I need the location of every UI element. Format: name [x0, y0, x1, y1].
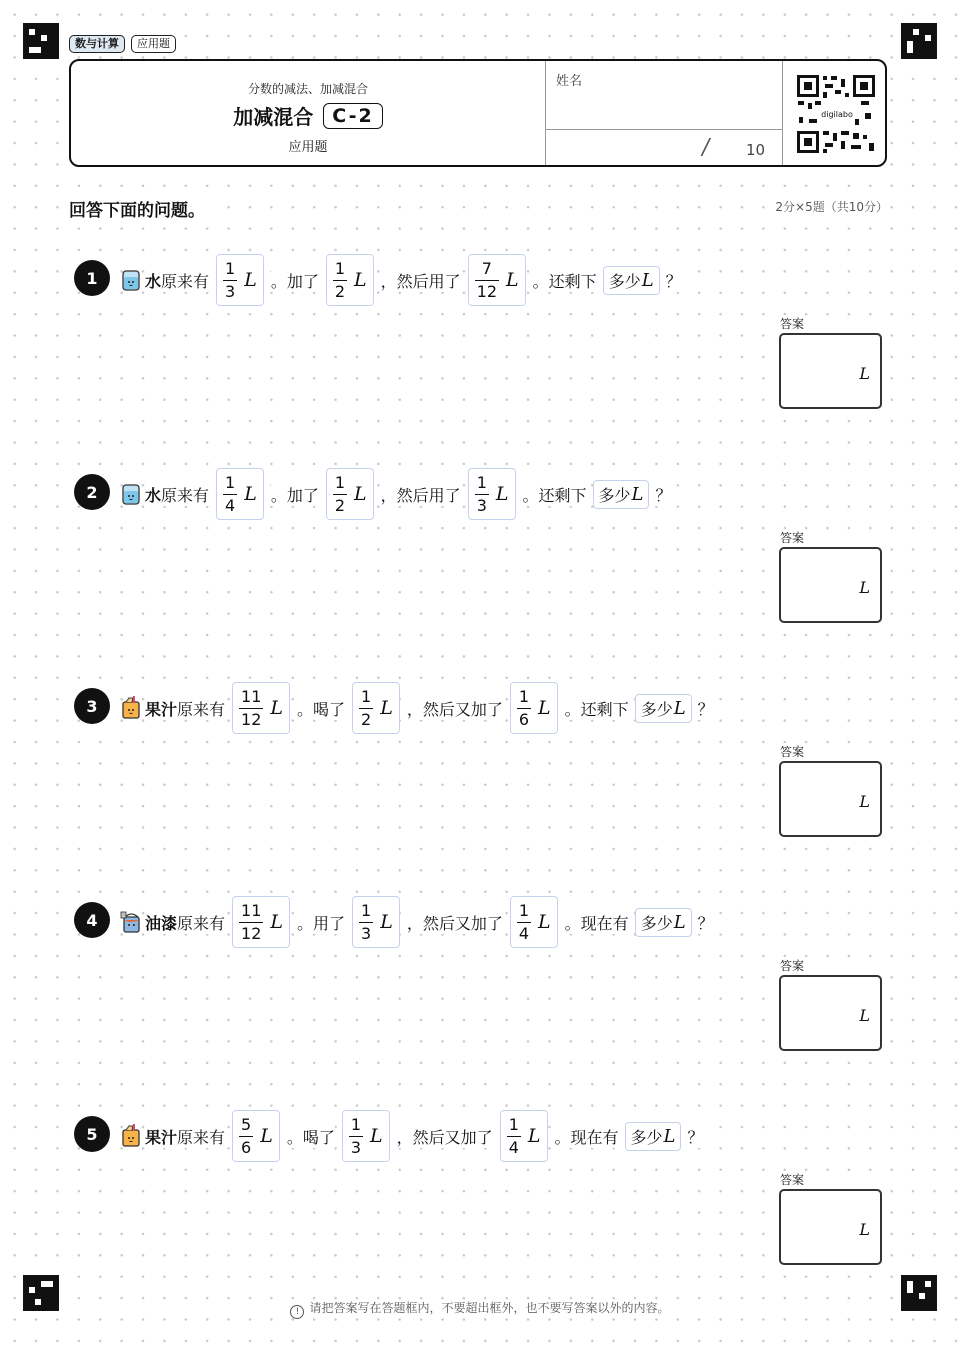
- unit: L: [380, 911, 393, 933]
- points-note: 2分×5题（共10分）: [775, 200, 888, 214]
- question-text: [120, 464, 672, 524]
- answer-label: 答案: [780, 317, 805, 331]
- denominator: 4: [225, 495, 236, 515]
- water-glass-icon: [120, 268, 142, 292]
- text-verb-1: 。加了: [271, 483, 319, 506]
- text-had: 原来有: [161, 269, 209, 292]
- answer-box-2[interactable]: [779, 547, 882, 623]
- unit: L: [631, 483, 644, 505]
- numerator: 11: [241, 686, 262, 706]
- footer-note: [0, 1299, 960, 1319]
- fraction-1: [232, 896, 290, 948]
- denominator: 2: [334, 281, 346, 301]
- unit: L: [673, 697, 686, 719]
- denominator: 3: [476, 495, 487, 515]
- text-verb-3: 。还剩下: [565, 697, 629, 720]
- worksheet-kind: 应用题: [288, 140, 328, 155]
- unit: L: [663, 1125, 676, 1147]
- paint-can-icon: [120, 910, 142, 934]
- text-verb-3: 。还剩下: [533, 269, 597, 292]
- text-verb-3: 。还剩下: [523, 483, 587, 506]
- text-verb-1: 。加了: [271, 269, 319, 292]
- numerator: 7: [481, 258, 492, 278]
- denominator: 6: [241, 1137, 252, 1157]
- question-mark: ？: [698, 911, 714, 934]
- score-slash: /: [699, 135, 712, 160]
- numerator: 1: [225, 472, 236, 492]
- corner-marker-top-left: [23, 23, 59, 59]
- denominator: 2: [361, 709, 372, 729]
- qr-code-icon: [795, 73, 877, 155]
- denominator: 3: [225, 281, 236, 301]
- subject: 果汁: [145, 1125, 177, 1148]
- numerator: 1: [334, 258, 346, 278]
- text-verb-1: 。用了: [297, 911, 345, 934]
- ask-text: 多少: [609, 269, 641, 292]
- unit: L: [354, 269, 367, 291]
- unit: L: [244, 269, 257, 291]
- denominator: 12: [241, 923, 262, 943]
- ask-text: 多少: [631, 1125, 663, 1148]
- question-number: 2: [74, 474, 110, 510]
- fraction-3: [500, 1110, 548, 1162]
- text-verb-2: ，然后又加了: [397, 1125, 493, 1148]
- unit: L: [527, 1125, 541, 1147]
- corner-marker-top-right: [901, 23, 937, 59]
- question-number: 4: [74, 902, 110, 938]
- unit: L: [673, 911, 686, 933]
- question-text: [120, 678, 714, 738]
- question-4: [72, 892, 892, 952]
- text-had: 原来有: [177, 1125, 225, 1148]
- text-verb-2: ，然后又加了: [407, 911, 503, 934]
- denominator: 4: [518, 923, 530, 943]
- text-verb-1: 。喝了: [287, 1125, 335, 1148]
- question-5: [72, 1106, 892, 1166]
- ask-how-much: [625, 1122, 682, 1151]
- numerator: 1: [518, 900, 530, 920]
- fraction-3: [468, 254, 526, 306]
- text-had: 原来有: [177, 911, 225, 934]
- text-verb-2: ，然后又加了: [407, 697, 503, 720]
- qr-label: digilabo: [821, 110, 853, 119]
- question-number: 5: [74, 1116, 110, 1152]
- info-icon: !: [290, 1305, 304, 1319]
- text-verb-2: ，然后用了: [381, 269, 461, 292]
- numerator: 1: [225, 258, 236, 278]
- ask-text: 多少: [641, 697, 673, 720]
- ask-how-much: [603, 266, 660, 295]
- fraction-3: [510, 896, 558, 948]
- category-tag: 数与计算: [69, 35, 125, 53]
- subject: 水: [145, 483, 161, 506]
- denominator: 12: [241, 709, 262, 729]
- numerator: 1: [350, 1114, 362, 1134]
- fraction-2: [342, 1110, 390, 1162]
- unit: L: [538, 697, 551, 719]
- ask-how-much: [635, 694, 692, 723]
- text-had: 原来有: [177, 697, 225, 720]
- kind-tag: 应用题: [131, 35, 176, 53]
- answer-box-3[interactable]: [779, 761, 882, 837]
- numerator: 11: [241, 900, 262, 920]
- numerator: 1: [334, 472, 346, 492]
- numerator: 1: [476, 472, 487, 492]
- footer-text: 请把答案写在答题框内，不要超出框外，也不要写答案以外的内容。: [309, 1301, 670, 1315]
- answer-label: 答案: [780, 1173, 805, 1187]
- numerator: 1: [361, 900, 372, 920]
- ask-text: 多少: [599, 483, 631, 506]
- answer-box-4[interactable]: [779, 975, 882, 1051]
- unit: L: [495, 483, 509, 505]
- unit: L: [270, 911, 284, 933]
- tag-row: [69, 35, 176, 53]
- instruction-heading: 回答下面的问题。: [69, 196, 209, 221]
- numerator: 1: [508, 1114, 519, 1134]
- fraction-2: [326, 254, 374, 306]
- question-3: [72, 678, 892, 738]
- text-verb-1: 。喝了: [297, 697, 345, 720]
- answer-label: 答案: [780, 745, 805, 759]
- fraction-1: [216, 468, 264, 520]
- answer-unit: L: [859, 1220, 870, 1239]
- text-had: 原来有: [161, 483, 209, 506]
- answer-box-1[interactable]: [779, 333, 882, 409]
- denominator: 4: [508, 1137, 519, 1157]
- fraction-1: [232, 682, 290, 734]
- question-text: [120, 892, 714, 952]
- question-1: [72, 250, 892, 310]
- subject: 果汁: [145, 697, 177, 720]
- answer-unit: L: [859, 792, 870, 811]
- fraction-1: [232, 1110, 280, 1162]
- unit: L: [260, 1125, 273, 1147]
- denominator: 2: [334, 495, 346, 515]
- name-score-block: [546, 61, 783, 165]
- worksheet-subtitle: 分数的减法、加减混合: [247, 82, 368, 96]
- question-mark: ？: [655, 483, 671, 506]
- unit: L: [506, 269, 519, 291]
- score-total: 10: [746, 141, 766, 159]
- answer-unit: L: [859, 364, 870, 383]
- water-glass-icon: [120, 482, 142, 506]
- unit: L: [270, 697, 284, 719]
- question-mark: ？: [666, 269, 682, 292]
- answer-unit: L: [859, 1006, 870, 1025]
- denominator: 3: [361, 923, 372, 943]
- unit: L: [538, 911, 551, 933]
- unit: L: [244, 483, 257, 505]
- unit: L: [354, 483, 367, 505]
- answer-box-5[interactable]: [779, 1189, 882, 1265]
- fraction-2: [352, 682, 400, 734]
- question-mark: ？: [687, 1125, 703, 1148]
- fraction-3: [510, 682, 558, 734]
- numerator: 5: [241, 1114, 252, 1134]
- unit: L: [641, 269, 654, 291]
- score-divider: [546, 129, 782, 130]
- fraction-1: [216, 254, 264, 306]
- question-2: [72, 464, 892, 524]
- text-verb-3: 。现在有: [555, 1125, 619, 1148]
- unit: L: [370, 1125, 383, 1147]
- denominator: 3: [350, 1137, 362, 1157]
- name-label: 姓名: [556, 74, 583, 89]
- subject: 水: [145, 269, 161, 292]
- answer-unit: L: [859, 578, 870, 597]
- question-number: 3: [74, 688, 110, 724]
- numerator: 1: [361, 686, 372, 706]
- worksheet-code: C-2: [323, 103, 383, 129]
- juice-box-icon: [120, 696, 142, 720]
- numerator: 1: [518, 686, 530, 706]
- question-mark: ？: [698, 697, 714, 720]
- question-text: [120, 1106, 704, 1166]
- title-block: [71, 61, 546, 165]
- answer-label: 答案: [780, 959, 805, 973]
- unit: L: [380, 697, 393, 719]
- ask-how-much: [635, 908, 692, 937]
- ask-text: 多少: [641, 911, 673, 934]
- juice-box-icon: [120, 1124, 142, 1148]
- question-text: [120, 250, 682, 310]
- subject: 油漆: [145, 911, 177, 934]
- text-verb-2: ，然后用了: [381, 483, 461, 506]
- worksheet-header: [69, 59, 887, 167]
- answer-label: 答案: [780, 531, 805, 545]
- fraction-2: [352, 896, 400, 948]
- ask-how-much: [593, 480, 650, 509]
- fraction-2: [326, 468, 374, 520]
- worksheet-title: 加减混合: [233, 105, 314, 129]
- text-verb-3: 。现在有: [565, 911, 629, 934]
- denominator: 12: [476, 281, 498, 301]
- denominator: 6: [518, 709, 530, 729]
- question-number: 1: [74, 260, 110, 296]
- fraction-3: [468, 468, 516, 520]
